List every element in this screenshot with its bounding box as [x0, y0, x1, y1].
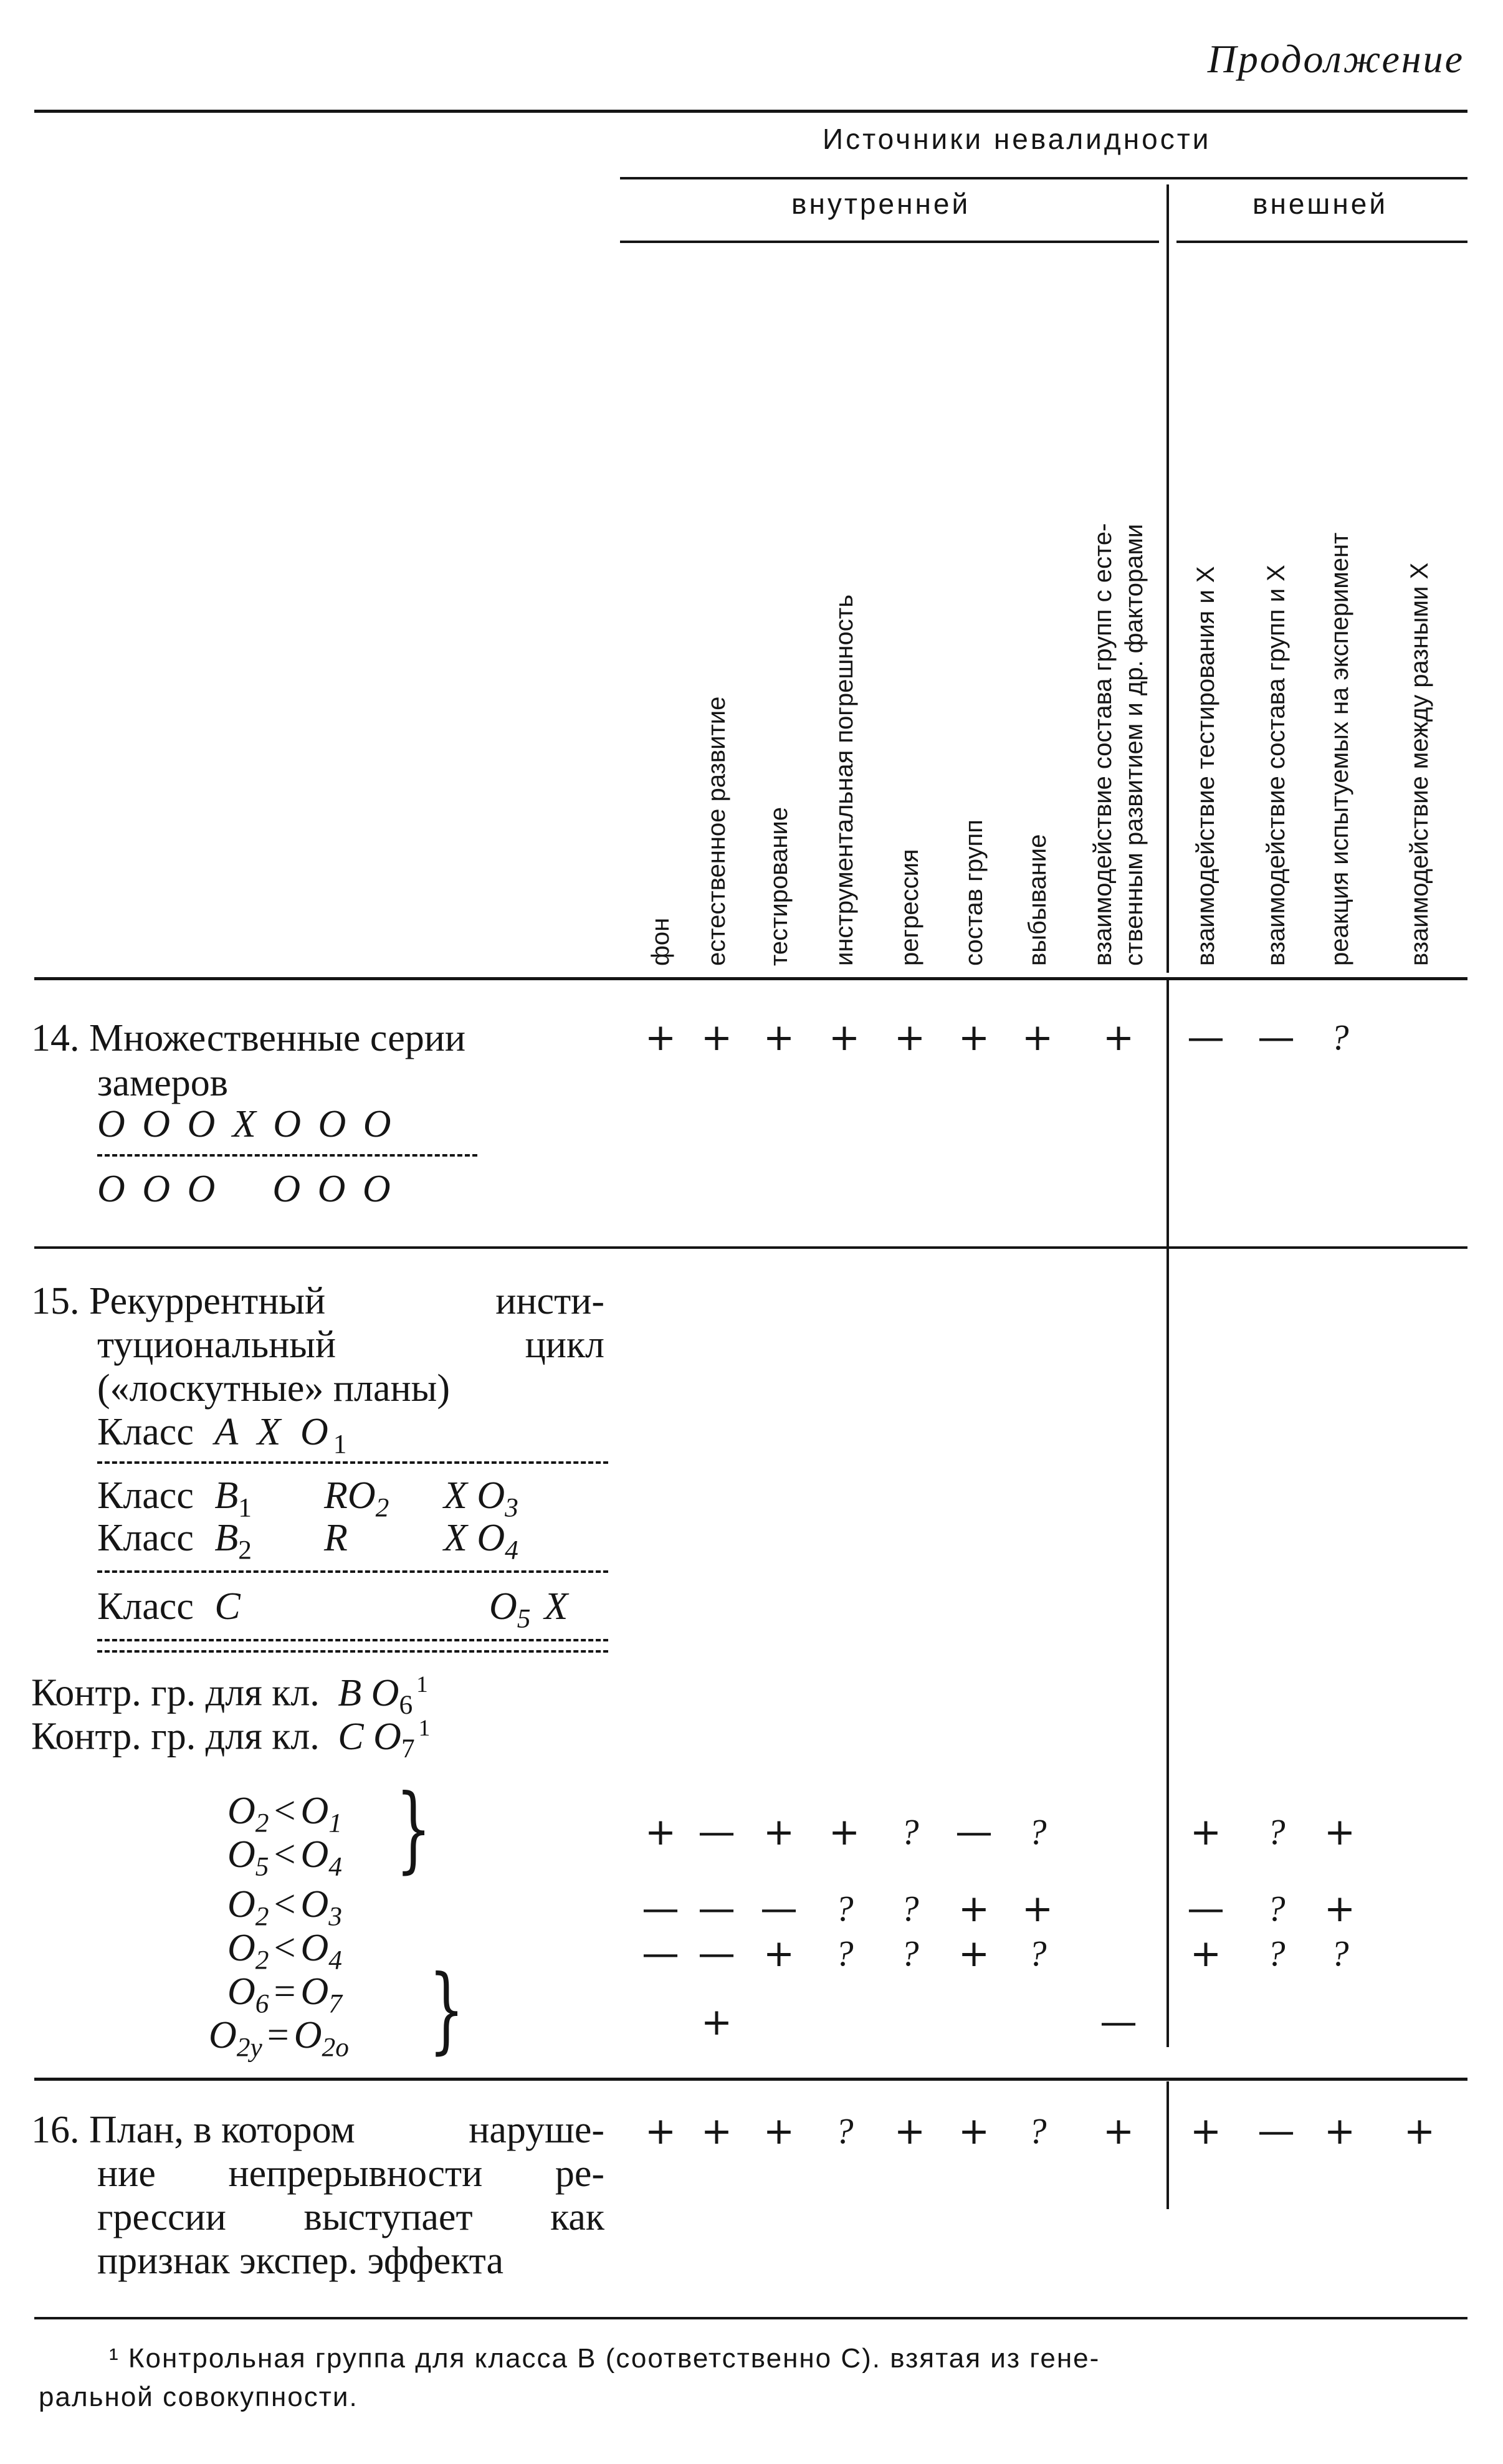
column-header-8-line-2: ственным развитием и др. факторами — [1120, 523, 1148, 966]
class-b1-letter: B — [214, 1474, 239, 1517]
row15-class-b2 — [97, 1514, 252, 1573]
class-a-scheme: A X O — [214, 1411, 333, 1453]
row16-line1-a: 16. План, в котором — [31, 2109, 355, 2151]
column-header-1 — [645, 918, 676, 966]
header-bottom-rule — [34, 977, 1467, 980]
row15-title-line3: («лоскутные» планы) — [97, 1367, 450, 1410]
column-header-5 — [894, 849, 925, 966]
comparison-3: $O_2 < O_3$ — [227, 1883, 342, 1932]
column-header-12 — [1404, 563, 1435, 966]
row15-title-line2-a: туциональный — [97, 1324, 336, 1366]
control-c-footnote-ref: 1 — [418, 1716, 431, 1741]
row15-class-c — [97, 1583, 241, 1630]
continuation-label: Продолжение — [1207, 37, 1464, 81]
row15c-mark-col-7: ? — [1028, 1933, 1047, 1974]
row14-mark-col-6: + — [958, 1016, 990, 1059]
column-header-6 — [958, 819, 990, 966]
column-header-8-line-1: взаимодействие состава групп с есте- — [1089, 523, 1117, 966]
row16-line2-a: ние — [97, 2152, 156, 2195]
brace-1: } — [396, 1775, 432, 1883]
header-external-rule — [1176, 241, 1467, 243]
row15a-mark-col-7: ? — [1028, 1812, 1047, 1852]
row16-line1 — [31, 2106, 604, 2154]
brace-2: } — [429, 1955, 465, 2064]
row15a-mark-col-2: — — [698, 1810, 735, 1854]
row16-line3-c: как — [550, 2196, 604, 2238]
row14-mark-col-7: + — [1021, 1016, 1054, 1059]
column-header-10 — [1261, 565, 1292, 966]
class-a-sub: 1 — [333, 1429, 347, 1459]
row16-mark-col-5: + — [894, 2109, 926, 2153]
divider-row16 — [1167, 2081, 1169, 2209]
comparison-4: $O_2 < O_4$ — [227, 1927, 342, 1975]
class-c-scheme-sub: 5 — [517, 1603, 531, 1634]
row16-mark-col-2: + — [700, 2109, 733, 2153]
top-rule — [34, 110, 1467, 113]
comparison-1: $O_2 < O_1$ — [227, 1790, 342, 1838]
column-header-4-line-1: инструментальная погрешность — [831, 595, 858, 966]
column-header-9-line-1: взаимодействие тестирования и X — [1192, 566, 1219, 966]
class-b2-label: Класс — [97, 1517, 194, 1559]
row15c-mark-col-9: + — [1190, 1932, 1222, 1975]
column-header-10-line-1: взаимодействие состава групп и X — [1262, 565, 1290, 966]
class-b2-scheme-b-sub: 4 — [505, 1535, 518, 1565]
row16-line3 — [97, 2194, 604, 2241]
row15c-mark-col-3: + — [763, 1932, 795, 1975]
class-b2-scheme-b — [444, 1514, 518, 1573]
row15-dash-3 — [97, 1639, 608, 1641]
row15b-mark-col-2: — — [698, 1887, 735, 1931]
class-c-letter: C — [214, 1585, 241, 1628]
class-b2-scheme-a: R — [324, 1517, 348, 1559]
row16-mark-col-6: + — [958, 2109, 990, 2153]
row16-mark-col-7: ? — [1028, 2111, 1047, 2151]
row16-line4: признак экспер. эффекта — [97, 2240, 503, 2282]
row15b-mark-col-7: + — [1021, 1887, 1054, 1931]
class-c-scheme — [489, 1583, 568, 1642]
class-b2-sub: 2 — [238, 1535, 252, 1565]
column-header-7 — [1022, 834, 1053, 966]
row15a-mark-col-1: + — [644, 1810, 677, 1854]
row16-mark-col-3: + — [763, 2109, 795, 2153]
row16-line2 — [97, 2150, 604, 2197]
column-header-9 — [1190, 566, 1221, 966]
row14-mark-col-1: + — [644, 1016, 677, 1059]
row14-dash — [97, 1154, 477, 1157]
row15a-mark-col-6: — — [955, 1810, 993, 1854]
row15a-mark-col-9: + — [1190, 1810, 1222, 1854]
class-a-label: Класс — [97, 1411, 194, 1453]
row15d-mark-col-2: + — [700, 2000, 733, 2044]
footnote-line2: ральной совокупности. — [39, 2382, 358, 2412]
comparison-6: $O_{2y} = O_{2o}$ — [209, 2014, 349, 2063]
column-header-8 — [1087, 523, 1150, 966]
row15b-mark-col-10: ? — [1267, 1888, 1286, 1929]
class-b1-scheme-b-sub: 3 — [505, 1492, 518, 1523]
header-group-title: Источники невалидности — [823, 123, 1211, 155]
column-header-7-line-1: выбывание — [1024, 834, 1051, 966]
row16-mark-col-1: + — [644, 2109, 677, 2153]
row15a-mark-col-11: + — [1324, 1810, 1356, 1854]
class-b2-scheme-b-text: X O — [444, 1517, 505, 1559]
row16-mark-col-9: + — [1190, 2109, 1222, 2153]
row15-control-c — [31, 1705, 430, 1772]
column-header-3 — [763, 807, 794, 966]
row15a-mark-col-5: ? — [900, 1812, 919, 1852]
header-internal-rule — [620, 241, 1159, 243]
column-header-3-line-1: тестирование — [765, 807, 793, 966]
column-header-2 — [701, 697, 732, 966]
row14-mark-col-10: — — [1257, 1016, 1295, 1059]
row16-mark-col-12: + — [1403, 2109, 1436, 2153]
column-header-11-line-1: реакция испытуемых на эксперимент — [1326, 532, 1353, 966]
class-b1-label: Класс — [97, 1474, 194, 1517]
row14-title-line1: 14. Множественные серии — [31, 1017, 466, 1059]
row15c-mark-col-4: ? — [835, 1933, 854, 1974]
control-b-footnote-ref: 1 — [416, 1672, 428, 1698]
row15c-mark-col-6: + — [958, 1932, 990, 1975]
class-c-scheme-text: O — [489, 1585, 517, 1628]
row15b-mark-col-6: + — [958, 1887, 990, 1931]
row15-title-line1-b: инсти- — [495, 1280, 604, 1322]
row16-mark-col-4: ? — [835, 2111, 854, 2151]
row15b-mark-col-11: + — [1324, 1887, 1356, 1931]
row16-mark-col-10: — — [1257, 2109, 1295, 2153]
row14-mark-col-2: + — [700, 1016, 733, 1059]
class-b1-scheme-b-text: X O — [444, 1474, 505, 1517]
row15c-mark-col-1: — — [642, 1932, 679, 1975]
column-header-5-line-1: регрессия — [896, 849, 923, 966]
class-b1-sub: 1 — [238, 1492, 252, 1523]
comparison-5: $O_6 = O_7$ — [227, 1970, 342, 2019]
row15b-mark-col-5: ? — [900, 1888, 919, 1929]
control-b-letter: B O — [338, 1671, 399, 1714]
row16-line3-a: грессии — [97, 2196, 226, 2238]
header-internal: внутренней — [791, 188, 971, 220]
header-external: внешней — [1252, 188, 1388, 220]
row16-line2-b: непрерывности — [228, 2152, 483, 2195]
divider-header — [1167, 184, 1169, 973]
row14-mark-col-11: ? — [1330, 1017, 1349, 1058]
row15-title-line2 — [97, 1321, 604, 1368]
row14-mark-col-8: + — [1102, 1016, 1135, 1059]
row14-bottom-rule — [34, 1246, 1467, 1249]
row15c-mark-col-5: ? — [900, 1933, 919, 1974]
row15b-mark-col-1: — — [642, 1887, 679, 1931]
footnote-line1: ¹ Контрольная группа для класса B (соответственно C). взятая из гене- — [109, 2343, 1100, 2374]
row14-title-line2: замеров — [97, 1062, 229, 1104]
header-group-rule — [620, 177, 1467, 179]
row14-mark-col-9: — — [1187, 1016, 1224, 1059]
row14-mark-col-3: + — [763, 1016, 795, 1059]
row15-title-line2-b: цикл — [525, 1324, 604, 1366]
column-header-2-line-1: естественное развитие — [703, 696, 730, 966]
row15-dash-1 — [97, 1461, 608, 1464]
control-c-letter: C O — [338, 1715, 401, 1758]
row15b-mark-col-3: — — [760, 1887, 798, 1931]
row15-dash-2 — [97, 1570, 608, 1573]
control-c-label: Контр. гр. для кл. — [31, 1715, 320, 1758]
class-b2-letter: B — [214, 1517, 239, 1559]
class-c-label: Класс — [97, 1585, 194, 1628]
row15-bottom-rule — [34, 2078, 1467, 2081]
comparison-2: $O_5 < O_4$ — [227, 1833, 342, 1882]
class-c-x: X — [544, 1585, 568, 1628]
row14-mark-col-5: + — [894, 1016, 926, 1059]
class-b1-scheme-a-text: RO — [324, 1474, 376, 1517]
row15c-mark-col-2: — — [698, 1932, 735, 1975]
row14-mark-col-4: + — [828, 1016, 861, 1059]
row14-scheme-line2: O O O O O O — [97, 1168, 394, 1210]
row15-class-a — [97, 1408, 346, 1468]
row15d-mark-col-8: — — [1100, 2000, 1137, 2044]
row15-title-line1 — [31, 1277, 604, 1325]
row16-line2-c: ре- — [555, 2152, 604, 2195]
column-header-6-line-1: состав групп — [960, 819, 988, 966]
control-c-sub: 7 — [401, 1734, 415, 1764]
column-header-11 — [1324, 533, 1355, 966]
class-b1-scheme-a-sub: 2 — [375, 1492, 389, 1523]
row16-mark-col-8: + — [1102, 2109, 1135, 2153]
table-bottom-rule — [34, 2317, 1467, 2319]
column-header-4 — [829, 595, 860, 966]
row16-line3-b: выступает — [303, 2196, 473, 2238]
row15a-mark-col-4: + — [828, 1810, 861, 1854]
row15a-mark-col-3: + — [763, 1810, 795, 1854]
column-header-1-line-1: фон — [647, 917, 674, 966]
row15b-mark-col-4: ? — [835, 1888, 854, 1929]
row16-mark-col-11: + — [1324, 2109, 1356, 2153]
row15-title-line1-a: 15. Рекуррентный — [31, 1280, 326, 1322]
row15a-mark-col-10: ? — [1267, 1812, 1286, 1852]
control-b-label: Контр. гр. для кл. — [31, 1671, 320, 1714]
row15c-mark-col-11: ? — [1330, 1933, 1349, 1974]
row15b-mark-col-9: — — [1187, 1887, 1224, 1931]
row14-scheme-line1: O O O X O O O — [97, 1103, 395, 1145]
control-b-sub: 6 — [399, 1690, 413, 1721]
row16-line1-b: наруше- — [469, 2109, 604, 2151]
column-header-12-line-1: взаимодействие между разными X — [1406, 562, 1433, 966]
divider-rows — [1167, 978, 1169, 2047]
row15-dash-4 — [97, 1650, 608, 1653]
row15c-mark-col-10: ? — [1267, 1933, 1286, 1974]
